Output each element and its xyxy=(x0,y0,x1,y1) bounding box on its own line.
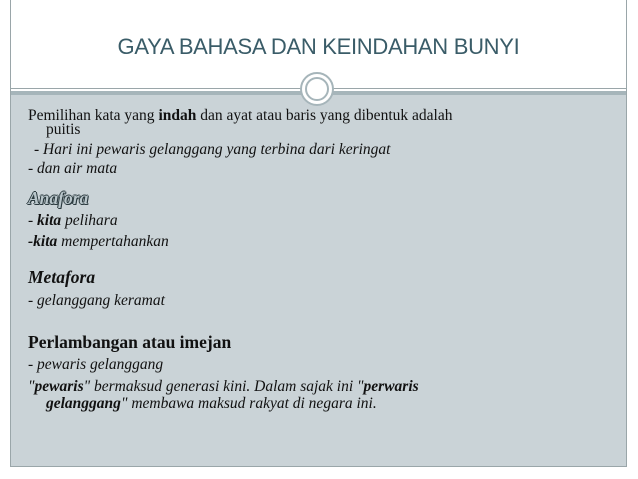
quote-open-1: " xyxy=(28,378,35,395)
anafora-bold-1: kita xyxy=(37,212,62,229)
intro-text-rest: dan ayat atau baris yang dibentuk adalah xyxy=(196,107,453,124)
anafora-rest-2: mempertahankan xyxy=(57,233,169,250)
anafora-bold-2: kita xyxy=(33,233,58,250)
intro-example-1: - Hari ini pewaris gelanggang yang terbina dari keringat xyxy=(34,141,391,158)
metafora-heading: Metafora xyxy=(28,267,96,287)
frame-right-border xyxy=(626,0,627,466)
intro-line-2: puitis xyxy=(46,121,81,138)
intro-example-2: - dan air mata xyxy=(28,160,118,177)
anafora-rest-1: pelihara xyxy=(61,212,118,229)
frame-left-border xyxy=(10,0,11,466)
perlambangan-line-2 xyxy=(28,378,419,396)
intro-line-1 xyxy=(28,107,452,125)
perlambangan-line-3 xyxy=(46,395,377,413)
circle-ornament-icon xyxy=(300,72,334,106)
frame-bottom-border xyxy=(10,466,627,467)
metafora-line-1: - gelanggang keramat xyxy=(28,292,165,309)
anafora-line-1 xyxy=(28,212,118,230)
perlambangan-end-text: " membawa maksud rakyat di negara ini. xyxy=(120,395,377,412)
intro-bold-word: indah xyxy=(158,107,197,124)
anafora-heading: Anafora xyxy=(28,188,89,208)
bold-perwaris: perwaris xyxy=(363,378,419,395)
anafora-line-2 xyxy=(28,233,169,251)
slide-title: GAYA BAHASA DAN KEINDAHAN BUNYI xyxy=(117,34,520,59)
circle-ornament-inner xyxy=(305,77,329,101)
anafora-dash-1: - xyxy=(28,212,38,229)
perlambangan-mid-text: " bermaksud generasi kini. Dalam sajak ini " xyxy=(83,378,364,395)
anafora-dash-2: - xyxy=(28,233,34,250)
bold-gelanggang: gelanggang xyxy=(46,395,121,412)
perlambangan-heading: Perlambangan atau imejan xyxy=(28,332,232,352)
perlambangan-line-1: - pewaris gelanggang xyxy=(28,356,164,373)
intro-text: Pemilihan kata yang xyxy=(28,107,159,124)
bold-pewaris: pewaris xyxy=(34,378,84,395)
